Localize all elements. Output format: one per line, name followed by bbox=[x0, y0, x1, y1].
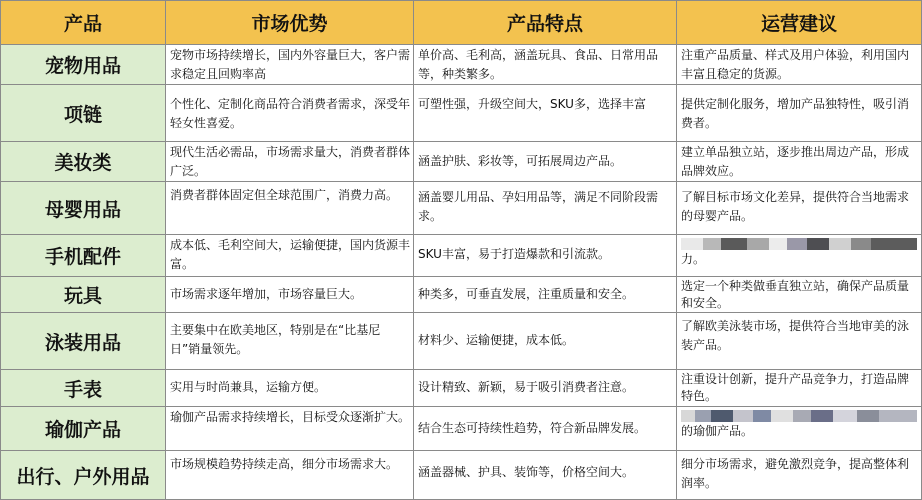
market-advantage-cell: 消费者群体固定但全球范围广，消费力高。 bbox=[166, 182, 414, 235]
product-features-cell: 涵盖婴儿用品、孕妇用品等，满足不同阶段需求。 bbox=[414, 182, 677, 235]
blurred-text-mosaic bbox=[681, 238, 918, 250]
operation-advice-cell: 选定一个种类做垂直独立站，确保产品质量和安全。 bbox=[677, 277, 922, 313]
product-features-cell: 单价高、毛利高，涵盖玩具、食品、日常用品等，种类繁多。 bbox=[414, 45, 677, 85]
product-name: 美妆类 bbox=[0, 142, 166, 182]
product-name: 手表 bbox=[0, 370, 166, 407]
product-features-cell: 材料少、运输便捷，成本低。 bbox=[414, 313, 677, 370]
operation-advice-cell bbox=[677, 235, 922, 277]
table-row bbox=[0, 313, 922, 370]
product-features-cell: SKU丰富，易于打造爆款和引流款。 bbox=[414, 235, 677, 277]
product-name: 出行、户外用品 bbox=[0, 451, 166, 500]
table-row bbox=[0, 85, 922, 142]
table-row bbox=[0, 407, 922, 451]
market-advantage-cell: 现代生活必需品，市场需求量大，消费者群体广泛。 bbox=[166, 142, 414, 182]
market-advantage-cell: 个性化、定制化商品符合消费者需求，深受年轻女性喜爱。 bbox=[166, 85, 414, 142]
operation-advice-cell: 建立单品独立站，逐步推出周边产品，形成品牌效应。 bbox=[677, 142, 922, 182]
operation-advice-cell: 了解目标市场文化差异，提供符合当地需求的母婴产品。 bbox=[677, 182, 922, 235]
table-row bbox=[0, 370, 922, 407]
operation-advice-cell: 提供定制化服务，增加产品独特性，吸引消费者。 bbox=[677, 85, 922, 142]
product-name: 瑜伽产品 bbox=[0, 407, 166, 451]
product-name: 项链 bbox=[0, 85, 166, 142]
operation-advice-text: 的瑜伽产品。 bbox=[681, 424, 754, 438]
product-features-cell: 种类多，可垂直发展，注重质量和安全。 bbox=[414, 277, 677, 313]
product-name: 手机配件 bbox=[0, 235, 166, 277]
product-name: 宠物用品 bbox=[0, 45, 166, 85]
product-features-cell: 结合生态可持续性趋势，符合新品牌发展。 bbox=[414, 407, 677, 451]
header-operation-advice: 运营建议 bbox=[677, 0, 922, 45]
header-product-features: 产品特点 bbox=[414, 0, 677, 45]
product-name: 母婴用品 bbox=[0, 182, 166, 235]
operation-advice-text: 力。 bbox=[681, 252, 706, 266]
product-name: 泳装用品 bbox=[0, 313, 166, 370]
product-features-cell: 涵盖护肤、彩妆等，可拓展周边产品。 bbox=[414, 142, 677, 182]
table-row bbox=[0, 235, 922, 277]
product-features-cell: 设计精致、新颖，易于吸引消费者注意。 bbox=[414, 370, 677, 407]
operation-advice-cell: 细分市场需求，避免激烈竞争，提高整体利润率。 bbox=[677, 451, 922, 500]
market-advantage-cell: 市场需求逐年增加，市场容量巨大。 bbox=[166, 277, 414, 313]
table-row bbox=[0, 142, 922, 182]
market-advantage-cell: 宠物市场持续增长，国内外容量巨大，客户需求稳定且回购率高 bbox=[166, 45, 414, 85]
operation-advice-cell bbox=[677, 407, 922, 451]
table-row bbox=[0, 451, 922, 500]
product-name: 玩具 bbox=[0, 277, 166, 313]
header-product: 产品 bbox=[0, 0, 166, 45]
operation-advice-cell: 了解欧美泳装市场，提供符合当地审美的泳装产品。 bbox=[677, 313, 922, 370]
table-row bbox=[0, 45, 922, 85]
table-row bbox=[0, 277, 922, 313]
market-advantage-cell: 实用与时尚兼具，运输方便。 bbox=[166, 370, 414, 407]
operation-advice-cell: 注重产品质量、样式及用户体验，利用国内丰富且稳定的货源。 bbox=[677, 45, 922, 85]
table-row bbox=[0, 182, 922, 235]
product-features-cell: 涵盖器械、护具、装饰等，价格空间大。 bbox=[414, 451, 677, 500]
market-advantage-cell: 市场规模趋势持续走高，细分市场需求大。 bbox=[166, 451, 414, 500]
blurred-text-mosaic bbox=[681, 410, 918, 422]
table-header-row bbox=[0, 0, 922, 45]
product-features-cell: 可塑性强，升级空间大，SKU多，选择丰富 bbox=[414, 85, 677, 142]
market-advantage-cell: 主要集中在欧美地区，特别是在“比基尼日”销量领先。 bbox=[166, 313, 414, 370]
market-advantage-cell: 成本低、毛利空间大，运输便捷，国内货源丰富。 bbox=[166, 235, 414, 277]
header-market-advantage: 市场优势 bbox=[166, 0, 414, 45]
market-advantage-cell: 瑜伽产品需求持续增长，目标受众逐渐扩大。 bbox=[166, 407, 414, 451]
operation-advice-cell: 注重设计创新，提升产品竞争力，打造品牌特色。 bbox=[677, 370, 922, 407]
